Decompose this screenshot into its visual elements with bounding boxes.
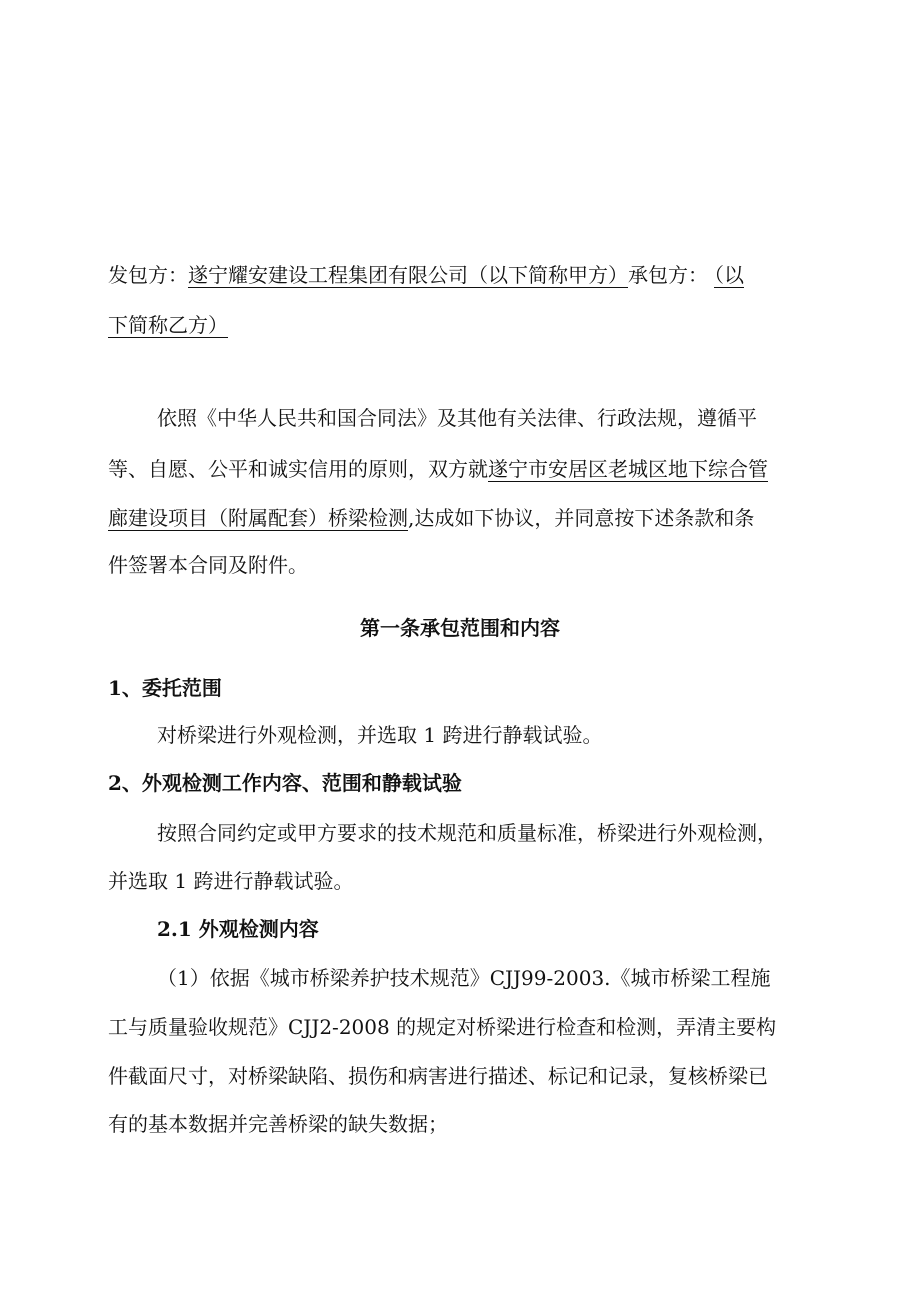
contractor-name: （以: [714, 263, 744, 287]
article-title: 第一条承包范围和内容: [360, 616, 560, 640]
contractor-label: 承包方：: [628, 263, 708, 287]
item-1-line-1: （1）依据《城市桥梁养护技术规范》CJJ99-2003.《城市桥梁工程施: [157, 966, 771, 990]
section-2-text-1: 按照合同约定或甲方要求的技术规范和质量标准，桥梁进行外观检测，: [157, 821, 777, 845]
preamble-text: 等、自愿、公平和诚实信用的原则，双方就: [108, 457, 488, 481]
section-2-heading: 2、外观检测工作内容、范围和静载试验: [108, 771, 462, 795]
preamble-line-2: [108, 456, 768, 482]
preamble-line-4: 件签署本合同及附件。: [108, 553, 308, 577]
employer-name: 遂宁耀安建设工程集团有限公司（以下简称甲方）: [188, 263, 628, 287]
project-name-cont: 廊建设项目（附属配套）桥梁检测: [108, 506, 408, 530]
project-name: 遂宁市安居区老城区地下综合管: [488, 457, 768, 481]
section-2-text-2: 并选取 1 跨进行静载试验。: [108, 869, 354, 893]
section-1-heading: 1、委托范围: [108, 676, 222, 700]
preamble-line-3: [108, 505, 754, 531]
item-1-line-3: 件截面尺寸，对桥梁缺陷、损伤和病害进行描述、标记和记录，复核桥梁已: [108, 1064, 768, 1088]
preamble-text: ,达成如下协议，并同意按下述条款和条: [408, 506, 755, 530]
item-1-line-2: 工与质量验收规范》CJJ2-2008 的规定对桥梁进行检查和检测，弄清主要构: [108, 1015, 777, 1039]
subsection-2-1-heading: 2.1 外观检测内容: [157, 917, 319, 941]
employer-label: 发包方：: [108, 263, 188, 287]
preamble-line-1: 依照《中华人民共和国合同法》及其他有关法律、行政法规，遵循平: [157, 406, 757, 430]
contractor-name-cont: 下简称乙方）: [108, 313, 228, 337]
section-1-text: 对桥梁进行外观检测，并选取 1 跨进行静载试验。: [157, 723, 603, 747]
parties-line-1: [108, 262, 744, 288]
item-1-line-4: 有的基本数据并完善桥梁的缺失数据；: [108, 1112, 448, 1136]
parties-line-2: [108, 312, 228, 338]
